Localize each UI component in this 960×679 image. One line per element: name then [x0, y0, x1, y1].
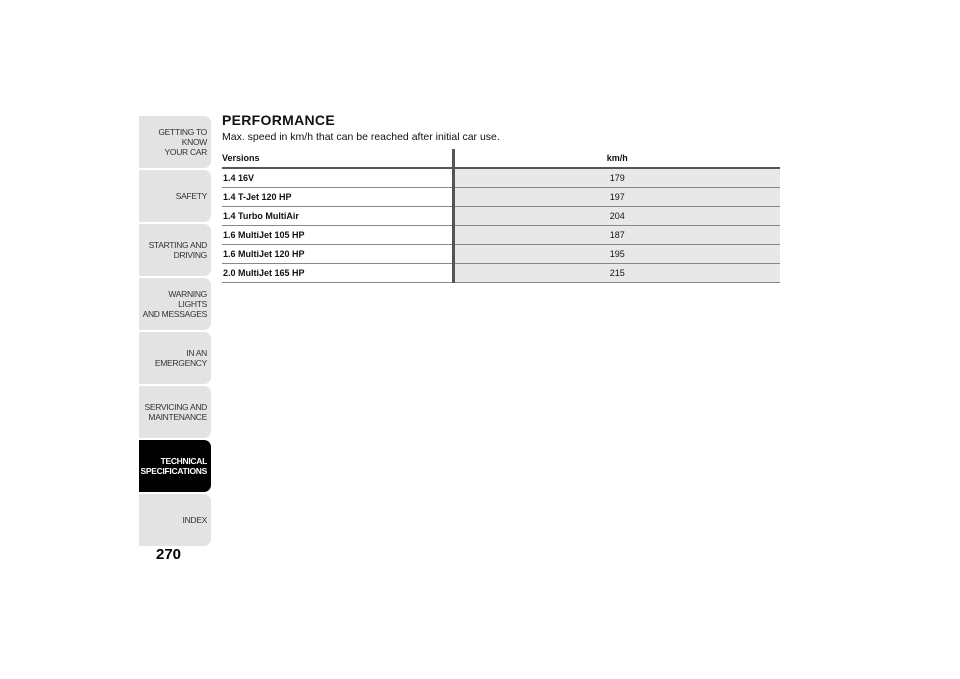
table-header-row [222, 149, 780, 168]
page-number: 270 [156, 546, 182, 563]
tab-label: GETTING TO KNOW YOUR CAR [158, 127, 207, 157]
tab-label: TECHNICAL SPECIFICATIONS [140, 456, 207, 476]
version-cell: 2.0 MultiJet 165 HP [222, 263, 453, 282]
speed-cell: 197 [453, 187, 780, 206]
chapter-tabs [139, 116, 211, 548]
version-cell: 1.4 T-Jet 120 HP [222, 187, 453, 206]
main-content [222, 112, 780, 283]
header-kmh: km/h [453, 149, 780, 168]
speed-cell: 215 [453, 263, 780, 282]
speed-cell: 204 [453, 206, 780, 225]
speed-cell: 187 [453, 225, 780, 244]
table-row [222, 206, 780, 225]
tab-safety[interactable] [139, 170, 211, 222]
table-row [222, 263, 780, 282]
version-cell: 1.4 Turbo MultiAir [222, 206, 453, 225]
tab-in-an-emergency[interactable] [139, 332, 211, 384]
version-cell: 1.6 MultiJet 105 HP [222, 225, 453, 244]
tab-label: SAFETY [175, 191, 207, 201]
version-cell: 1.6 MultiJet 120 HP [222, 244, 453, 263]
tab-label: INDEX [182, 515, 207, 525]
tab-index[interactable] [139, 494, 211, 546]
tab-technical-specifications[interactable] [139, 440, 211, 492]
tab-starting-and-driving[interactable] [139, 224, 211, 276]
tab-label: IN AN EMERGENCY [154, 348, 207, 368]
table-row [222, 244, 780, 263]
tab-label: STARTING AND DRIVING [148, 240, 207, 260]
performance-table [222, 149, 780, 283]
tab-label: WARNING LIGHTS AND MESSAGES [142, 289, 207, 319]
tab-servicing-and-maintenance[interactable] [139, 386, 211, 438]
table-row [222, 187, 780, 206]
speed-cell: 195 [453, 244, 780, 263]
tab-getting-to-know-your-car[interactable] [139, 116, 211, 168]
speed-cell: 179 [453, 168, 780, 187]
section-intro: Max. speed in km/h that can be reached after initial car use. [222, 131, 500, 143]
tab-warning-lights-and-messages[interactable] [139, 278, 211, 330]
header-versions: Versions [222, 149, 453, 168]
version-cell: 1.4 16V [222, 168, 453, 187]
section-title: PERFORMANCE [222, 112, 335, 128]
tab-label: SERVICING AND MAINTENANCE [144, 402, 207, 422]
table-row [222, 168, 780, 187]
table-row [222, 225, 780, 244]
